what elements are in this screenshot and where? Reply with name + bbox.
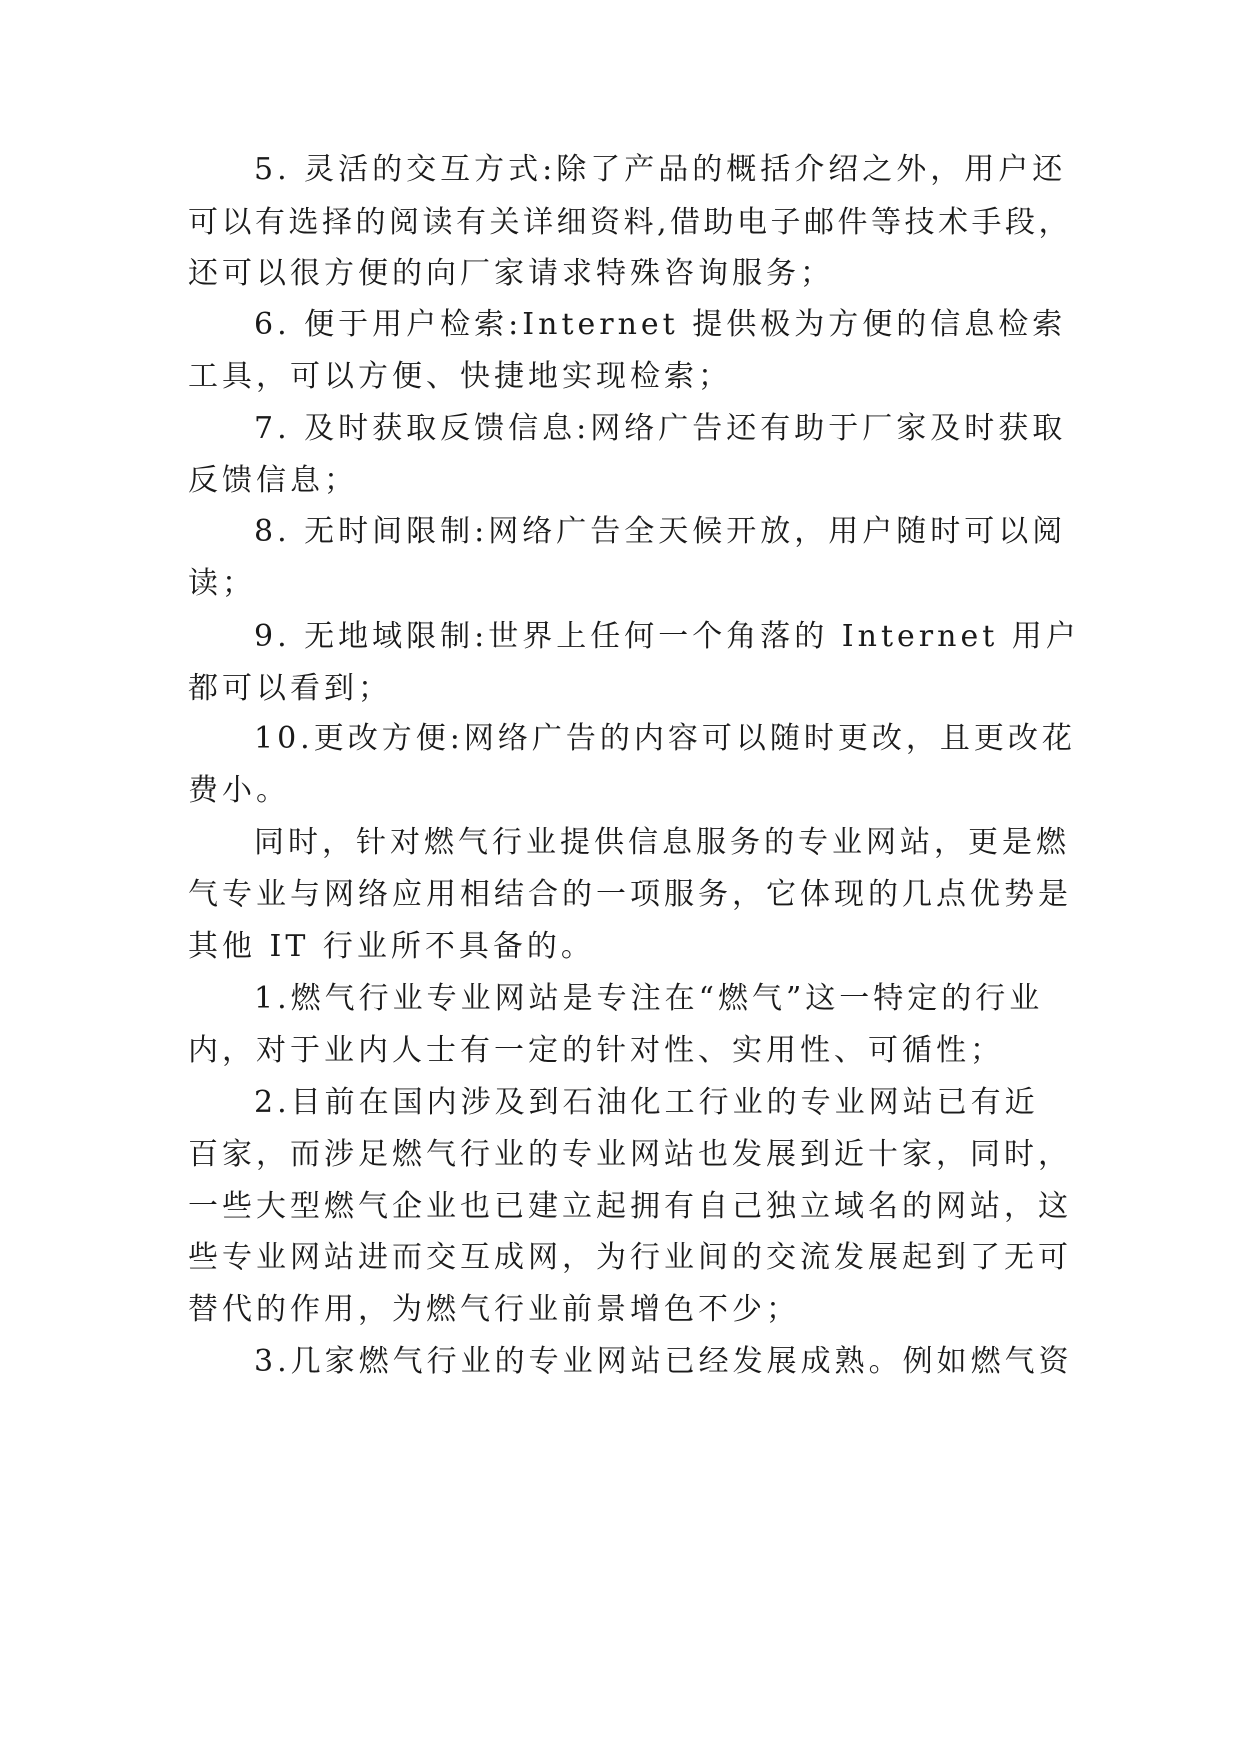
- text-line: 6. 便于用户检索:Internet 提供极为方便的信息检索: [254, 307, 1067, 342]
- text-line: 气专业与网络应用相结合的一项服务，它体现的几点优势是: [188, 877, 1072, 912]
- text-line: 7. 及时获取反馈信息:网络广告还有助于厂家及时获取: [254, 411, 1067, 446]
- text-line: 还可以很方便的向厂家请求特殊咨询服务；: [188, 256, 834, 291]
- text-line: 同时，针对燃气行业提供信息服务的专业网站，更是燃: [254, 825, 1070, 860]
- text-line: 替代的作用，为燃气行业前景增色不少；: [188, 1292, 800, 1327]
- text-line: 可以有选择的阅读有关详细资料,借助电子邮件等技术手段，: [188, 205, 1073, 240]
- text-line: 内，对于业内人士有一定的针对性、实用性、可循性；: [188, 1033, 1004, 1068]
- text-line: 9. 无地域限制:世界上任何一个角落的 Internet 用户: [254, 619, 1080, 654]
- text-line: 百家，而涉足燃气行业的专业网站也发展到近十家，同时，: [188, 1137, 1072, 1172]
- text-line: 费小。: [188, 773, 290, 808]
- text-line: 些专业网站进而交互成网，为行业间的交流发展起到了无可: [188, 1240, 1072, 1275]
- text-line: 读；: [188, 566, 256, 601]
- text-line: 工具，可以方便、快捷地实现检索；: [188, 359, 732, 394]
- text-line: 其他 IT 行业所不具备的。: [188, 929, 595, 964]
- text-line: 8. 无时间限制:网络广告全天候开放，用户随时可以阅: [254, 514, 1067, 549]
- text-line: 3.几家燃气行业的专业网站已经发展成熟。例如燃气资: [254, 1344, 1073, 1379]
- text-line: 一些大型燃气企业也已建立起拥有自己独立域名的网站，这: [188, 1189, 1072, 1224]
- text-line: 1.燃气行业专业网站是专注在“燃气”这一特定的行业: [254, 981, 1044, 1016]
- text-line: 2.目前在国内涉及到石油化工行业的专业网站已有近: [254, 1085, 1039, 1120]
- text-line: 反馈信息；: [188, 463, 358, 498]
- text-line: 10.更改方便:网络广告的内容可以随时更改，且更改花: [254, 721, 1076, 756]
- text-line: 5. 灵活的交互方式:除了产品的概括介绍之外，用户还: [254, 152, 1067, 187]
- text-line: 都可以看到；: [188, 671, 392, 706]
